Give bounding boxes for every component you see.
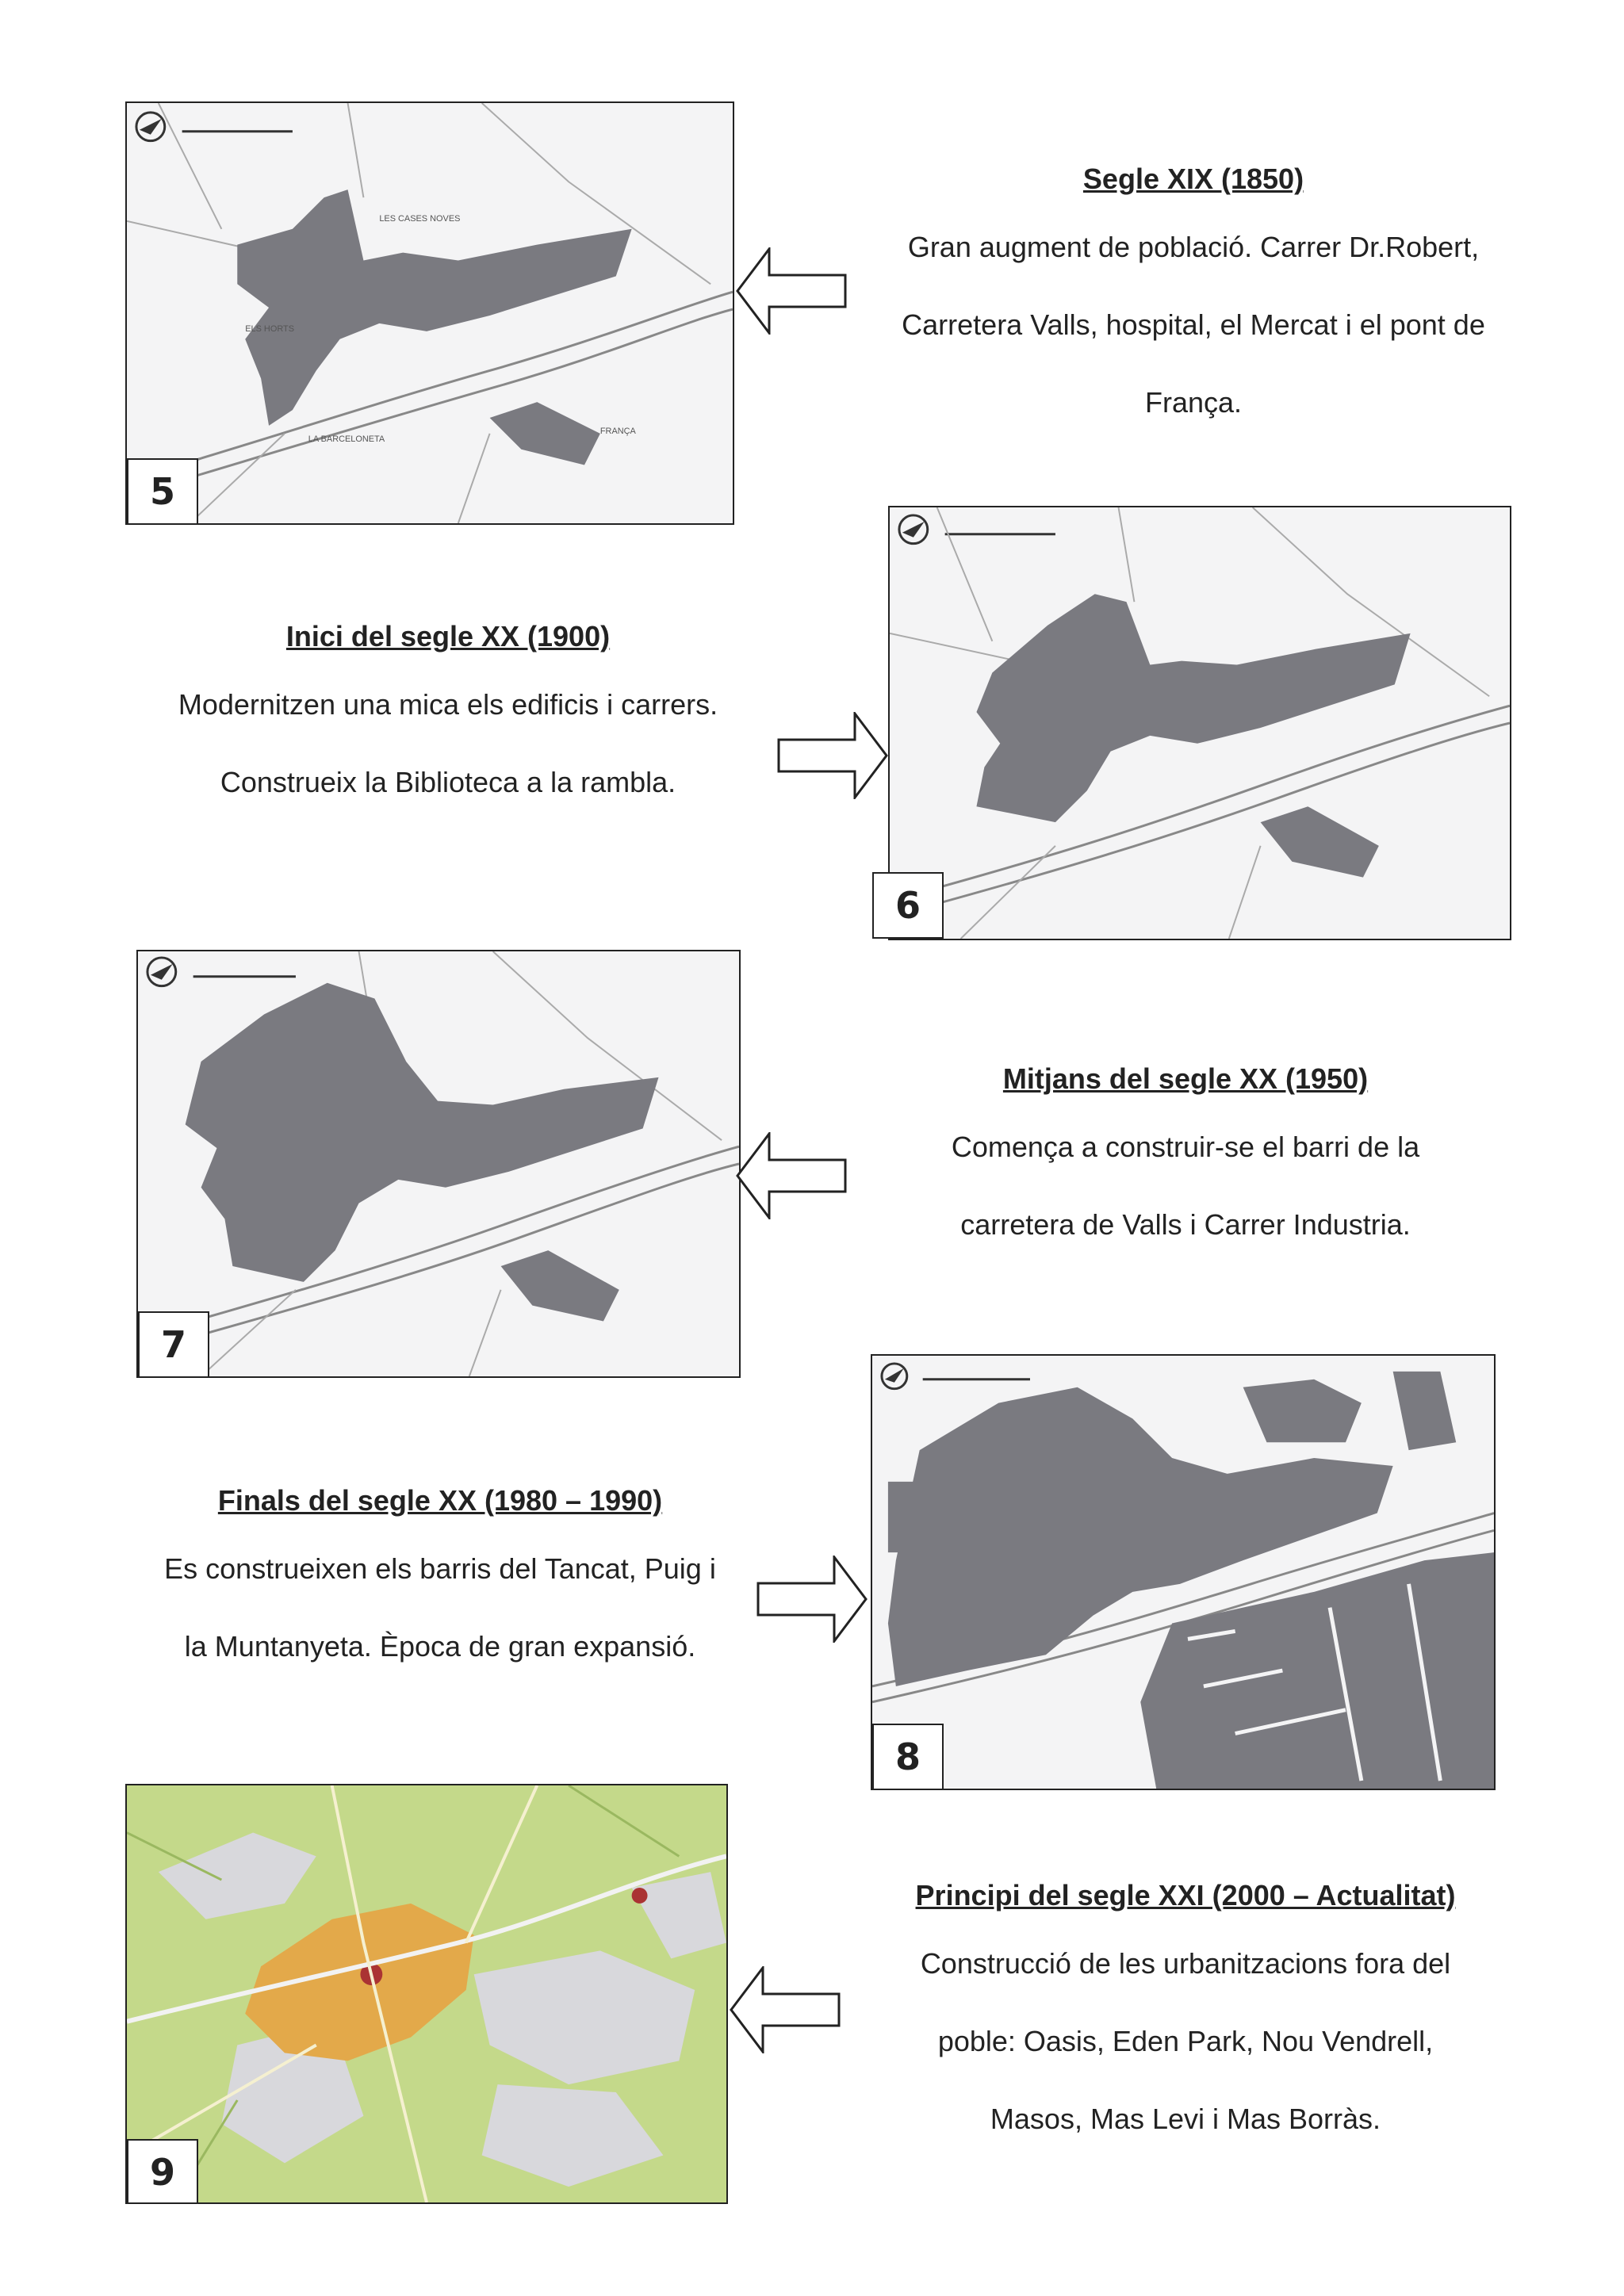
map-1900-drawing	[890, 507, 1510, 939]
section-1900-text	[127, 620, 769, 844]
section-1950-text	[864, 1062, 1507, 1286]
section-line: Construcció de les urbanitzacions fora del	[920, 1947, 1451, 1980]
svg-text:FRANÇA: FRANÇA	[599, 426, 636, 436]
section-2000-text	[856, 1879, 1515, 2180]
compass-icon	[147, 958, 176, 986]
svg-text:ELS HORTS: ELS HORTS	[245, 323, 295, 334]
section-line: Modernitzen una mica els edificis i carrers.	[178, 688, 718, 721]
section-title: Principi del segle XXI (2000 – Actualitat)	[915, 1879, 1456, 1911]
arrow-right-icon	[756, 1556, 868, 1643]
section-title: Mitjans del segle XX (1950)	[1002, 1062, 1369, 1095]
arrow-left-icon	[736, 1132, 847, 1219]
compass-icon	[882, 1364, 907, 1389]
map-2000-drawing	[127, 1785, 726, 2202]
section-1980-text	[119, 1484, 761, 1708]
figure-number-6: 6	[872, 872, 944, 939]
svg-text:LES CASES NOVES: LES CASES NOVES	[379, 213, 461, 224]
section-line: Masos, Mas Levi i Mas Borràs.	[990, 2103, 1381, 2135]
compass-icon	[899, 515, 928, 544]
section-title: Segle XIX (1850)	[1082, 163, 1304, 195]
section-line: Gran augment de població. Carrer Dr.Robert,	[907, 231, 1480, 263]
section-line: Es construeixen els barris del Tancat, Puig i	[164, 1552, 716, 1585]
figure-number-5: 5	[127, 458, 198, 525]
figure-number-7: 7	[138, 1311, 209, 1378]
map-1980	[871, 1354, 1496, 1790]
map-1900	[888, 506, 1511, 940]
map-1850-drawing	[127, 103, 733, 523]
section-title: Finals del segle XX (1980 – 1990)	[217, 1484, 663, 1517]
section-line: carretera de Valls i Carrer Industria.	[960, 1208, 1411, 1241]
figure-number-9: 9	[127, 2139, 198, 2204]
map-1950	[136, 950, 741, 1378]
section-line: Carretera Valls, hospital, el Mercat i el pont de	[902, 308, 1485, 341]
section-line: França.	[1144, 386, 1243, 419]
section-1850-text	[864, 163, 1522, 464]
arrow-right-icon	[777, 712, 888, 799]
arrow-left-icon	[730, 1966, 841, 2053]
map-2000	[125, 1784, 728, 2204]
map-1850	[125, 101, 734, 525]
map-1980-drawing	[872, 1356, 1494, 1789]
map-1950-drawing	[138, 951, 739, 1376]
section-line: poble: Oasis, Eden Park, Nou Vendrell,	[937, 2025, 1434, 2057]
svg-text:LA BARCELONETA: LA BARCELONETA	[308, 434, 385, 444]
compass-icon	[136, 113, 165, 141]
section-line: la Muntanyeta. Època de gran expansió.	[184, 1630, 696, 1663]
section-title: Inici del segle XX (1900)	[285, 620, 611, 652]
figure-number-8: 8	[872, 1724, 944, 1790]
arrow-left-icon	[736, 247, 847, 335]
section-line: Construeix la Biblioteca a la rambla.	[220, 766, 676, 798]
section-line: Comença a construir-se el barri de la	[951, 1131, 1420, 1163]
